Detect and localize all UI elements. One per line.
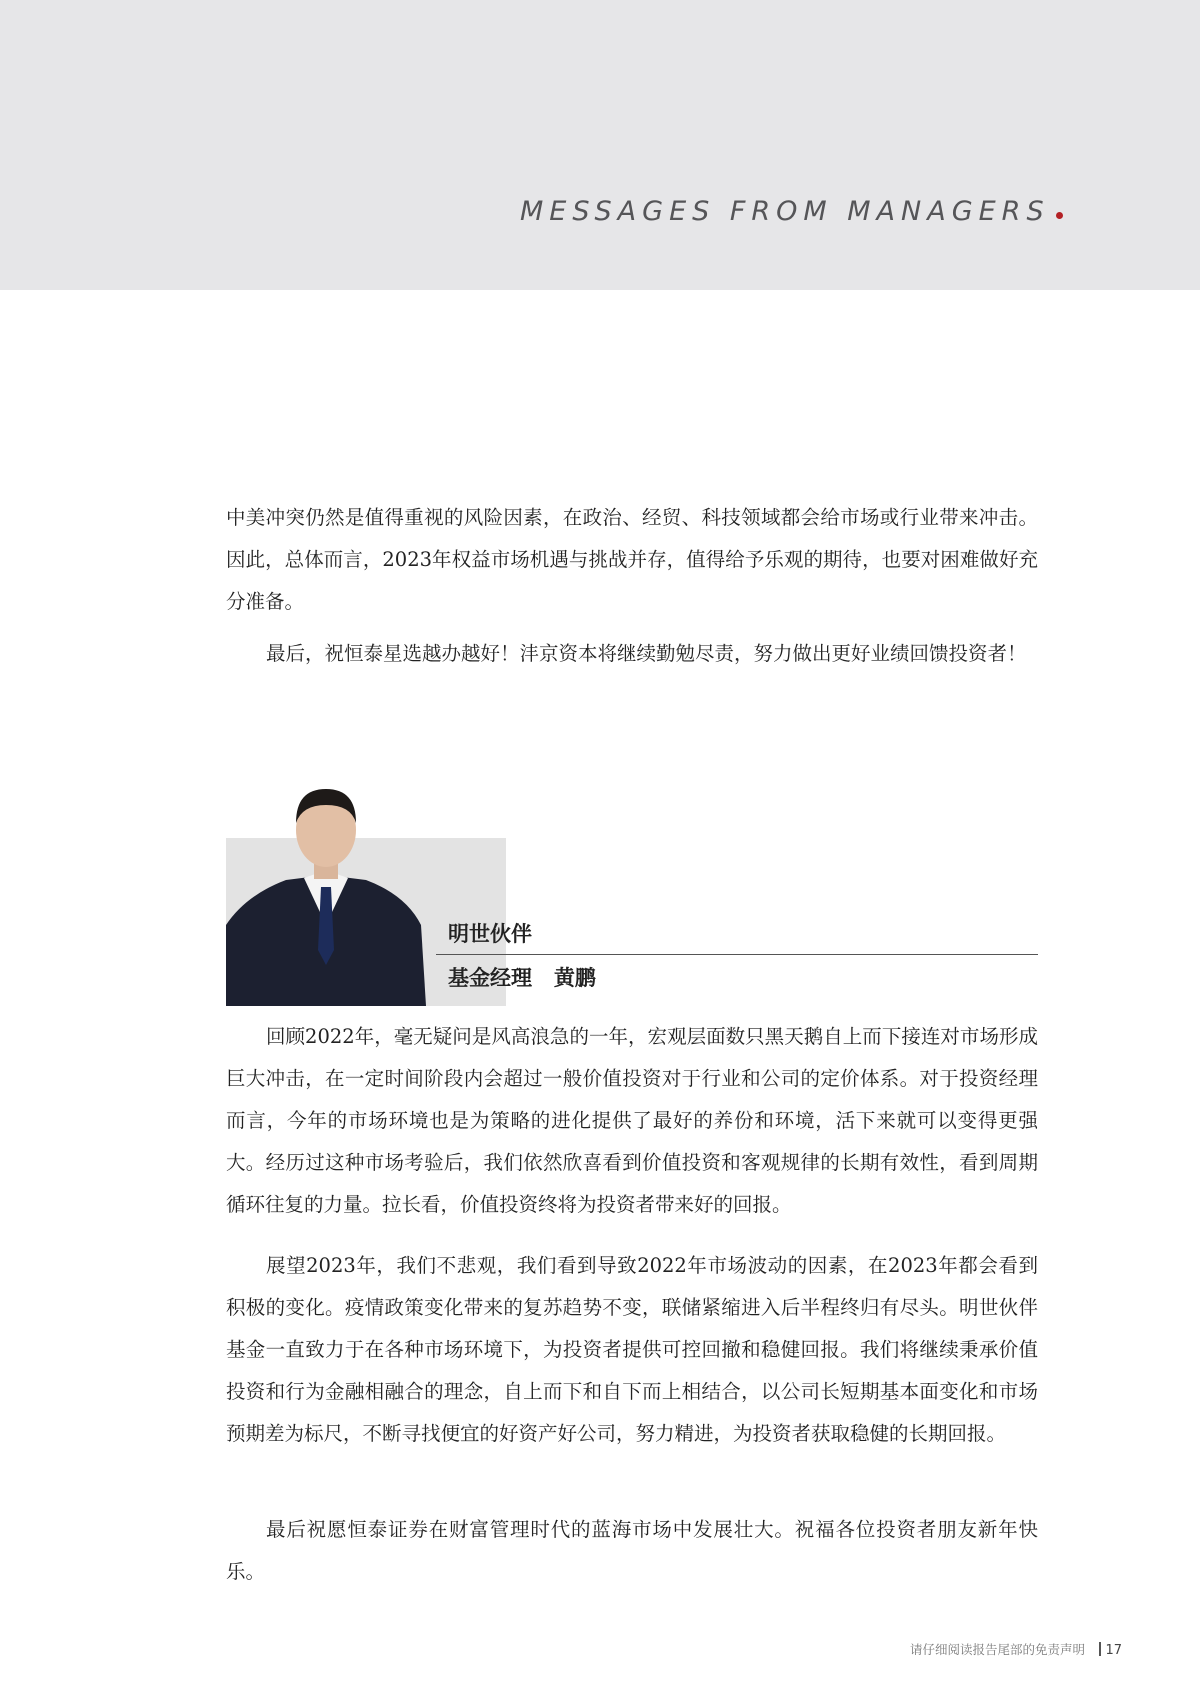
- paragraph-1: 中美冲突仍然是值得重视的风险因素，在政治、经贸、科技领域都会给市场或行业带来冲击。因此，总体而言，2023年权益市场机遇与挑战并存，值得给予乐观的期待，也要对困难做好充分准备。: [226, 506, 1038, 613]
- page-footer: [910, 1640, 1122, 1658]
- footer-separator: [1099, 1642, 1101, 1656]
- paragraph-2: 最后，祝恒泰星选越办越好！沣京资本将继续勤勉尽责，努力做出更好业绩回馈投资者！: [266, 642, 1027, 665]
- footer-disclaimer: 请仔细阅读报告尾部的免责声明: [910, 1642, 1086, 1657]
- header-title-text: MESSAGES FROM MANAGERS: [520, 196, 1050, 227]
- red-dot-accent: [1056, 212, 1063, 219]
- paragraph-5: 最后祝愿恒泰证券在财富管理时代的蓝海市场中发展壮大。祝福各位投资者朋友新年快乐。: [226, 1518, 1038, 1583]
- paragraph-4: 展望2023年，我们不悲观，我们看到导致2022年市场波动的因素，在2023年都会看到积极的变化。疫情政策变化带来的复苏趋势不变，联储紧缩进入后半程终归有尽头。明世伙伴基金一直致力于在各种市场环境下，为投资者提供可控回撤和稳健回报。我们将继续秉承价值投资和行为金融相融合的理念，自上而下和自下而上相结合，以公司长短期基本面变化和市场预期差为标尺，不断寻找便宜的好资产好公司，努力精进，为投资者获取稳健的长期回报。: [226, 1254, 1038, 1445]
- manager-company: 明世伙伴: [448, 922, 532, 946]
- manager-portrait: [226, 775, 426, 1006]
- manager-title: 基金经理 黄鹏: [448, 966, 596, 990]
- paragraph-3: 回顾2022年，毫无疑问是风高浪急的一年，宏观层面数只黑天鹅自上而下接连对市场形成巨大冲击，在一定时间阶段内会超过一般价值投资对于行业和公司的定价体系。对于投资经理而言，今年的市场环境也是为策略的进化提供了最好的养份和环境，活下来就可以变得更强大。经历过这种市场考验后，我们依然欣喜看到价值投资和客观规律的长期有效性，看到周期循环往复的力量。拉长看，价值投资终将为投资者带来好的回报。: [226, 1025, 1038, 1216]
- manager-divider: [436, 954, 1038, 955]
- header-band: [0, 0, 1200, 290]
- page-number: 17: [1105, 1643, 1123, 1658]
- section-header-title: [520, 196, 1063, 227]
